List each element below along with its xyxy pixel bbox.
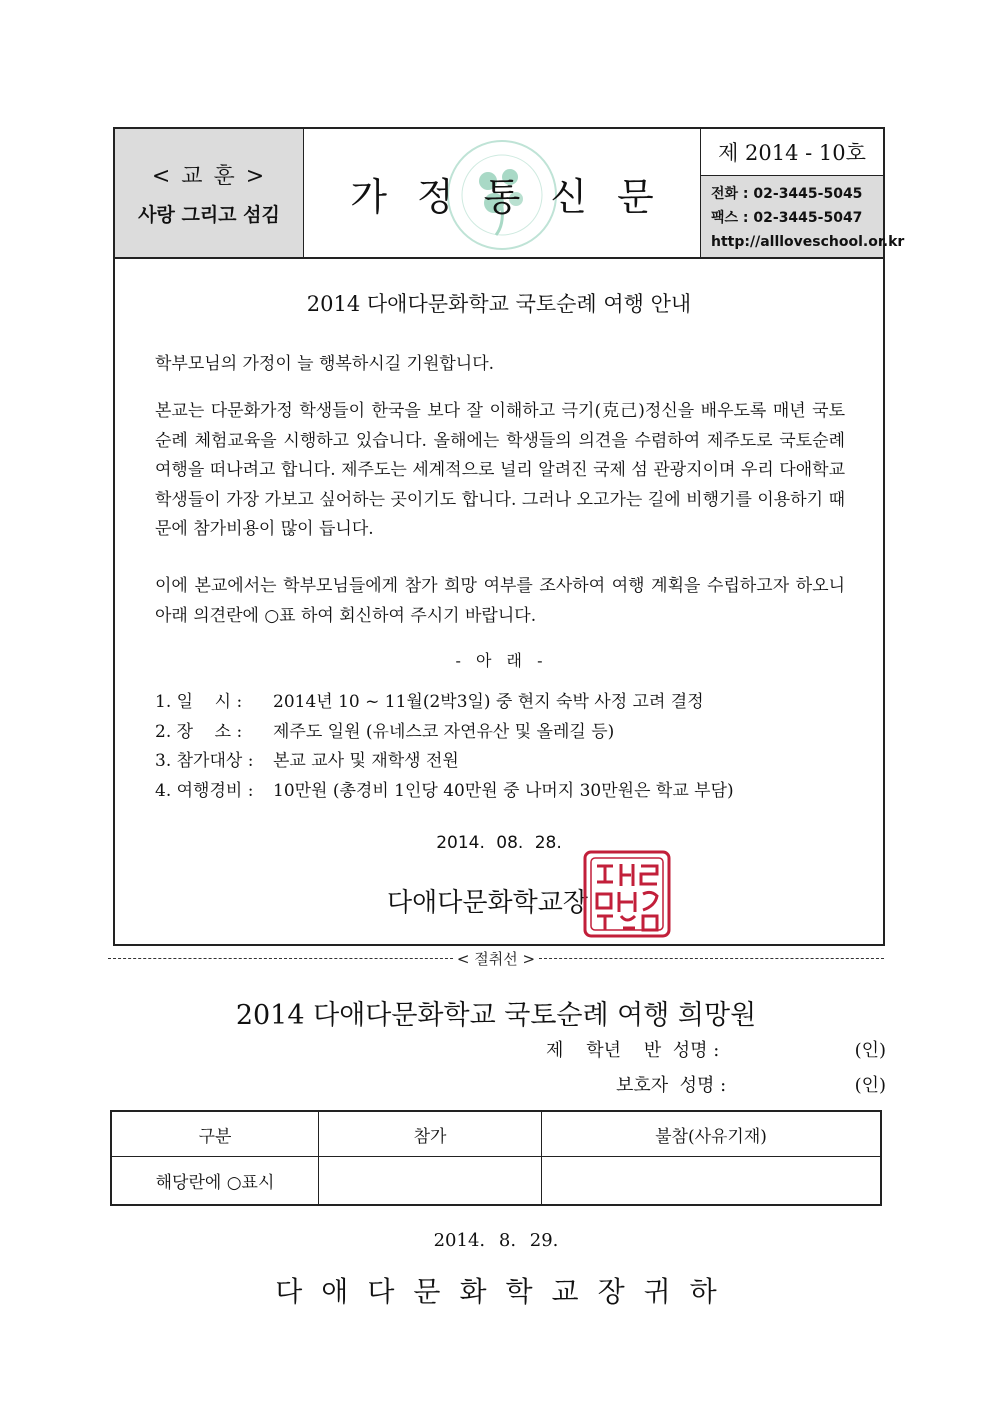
guardian-name-label: 보호자 성명 : [616, 1075, 727, 1096]
student-name-label: 제 학년 반 성명 : [546, 1040, 720, 1061]
form-date: 2014. 8. 29. [433, 1230, 559, 1251]
motto-label: < 교 훈 > [151, 164, 267, 189]
item-value: 2014년 10 ~ 11월(2박3일) 중 현지 숙박 사정 고려 결정 [273, 692, 704, 712]
notice-title: 2014 다애다문화학교 국토순례 여행 안내 [306, 292, 692, 316]
item-value: 10만원 (총경비 1인당 40만원 중 나머지 30만원은 학교 부담) [273, 780, 734, 801]
attend-cell[interactable] [319, 1157, 542, 1206]
cut-line-label: < 절취선 > [456, 950, 536, 968]
form-title: 2014 다애다문화학교 국토순례 여행 희망원 [235, 1000, 757, 1031]
student-name-line [546, 1036, 886, 1062]
greeting-paragraph: 학부모님의 가정이 늘 행복하시길 기원합니다. [155, 354, 495, 374]
masthead-title: 가정통신문 [350, 174, 684, 219]
motto-text: 사랑 그리고 섬김 [138, 204, 280, 226]
list-item [155, 718, 734, 748]
contact-info [701, 176, 905, 257]
list-item [155, 688, 734, 718]
stamp-mark: (인) [854, 1040, 886, 1061]
notice-date: 2014. 08. 28. [436, 833, 562, 853]
item-label: 4. 여행경비 : [155, 780, 259, 801]
row-label: 해당란에 ○표시 [111, 1157, 319, 1206]
absent-reason-cell[interactable] [542, 1157, 882, 1206]
item-label: 3. 참가대상 : [155, 751, 259, 771]
fax-number: 팩스 : 02-3445-5047 [711, 210, 863, 226]
notice-body [113, 257, 885, 946]
column-header: 불참(사유기재) [542, 1111, 882, 1157]
guardian-name-line [546, 1071, 886, 1097]
principal-signature: 다애다문화학교장 [387, 888, 588, 918]
cut-dash-right [539, 958, 884, 959]
masthead [304, 129, 701, 257]
phone-number: 전화 : 02-3445-5045 [711, 186, 863, 202]
column-header: 참가 [319, 1111, 542, 1157]
addressee: 다애다문화학교장귀하 [275, 1275, 736, 1308]
stamp-mark: (인) [854, 1075, 886, 1096]
website-url: http://allloveschool.or.kr [711, 234, 905, 250]
newsletter-header [113, 127, 905, 259]
detail-list [155, 688, 734, 806]
cut-line [108, 948, 884, 969]
item-label: 1. 일 시 : [155, 692, 248, 712]
list-item [155, 777, 734, 807]
item-value: 본교 교사 및 재학생 전원 [273, 751, 459, 771]
below-marker: - 아 래 - [455, 651, 543, 670]
item-value: 제주도 일원 (유네스코 자연유산 및 올레길 등) [273, 721, 615, 742]
table-header-row [111, 1111, 881, 1157]
issue-column [701, 129, 905, 257]
body-paragraph: 본교는 다문화가정 학생들이 한국을 보다 잘 이해하고 극기(克己)정신을 배우도록 매년 국토순례 체험교육을 시행하고 있습니다. 올해에는 학생들의 의견을 수렴하여 제주도로 국토순례 여행을 떠나려고 합니다. 제주도는 세계적으로 널리 알려진 국제 섬 관광지이며 우리 다애학교 학생들이 가장 가보고 싶어하는 곳이기도 합니다. 그러나 오고가는 길에 비행기를 이용하기 때문에 참가비용이 많이 듭니다. [155, 401, 845, 539]
cut-dash-left [108, 958, 453, 959]
issue-number: 제 2014 - 10호 [701, 129, 883, 176]
item-label: 2. 장 소 : [155, 721, 248, 742]
list-item [155, 747, 734, 777]
school-motto [115, 129, 304, 257]
official-seal-icon [583, 850, 671, 938]
response-table [110, 1110, 882, 1206]
request-paragraph: 이에 본교에서는 학부모님들에게 참가 희망 여부를 조사하여 여행 계획을 수립하고자 하오니 아래 의견란에 ○표 하여 회신하여 주시기 바랍니다. [155, 576, 845, 626]
column-header: 구분 [111, 1111, 319, 1157]
table-row [111, 1157, 881, 1206]
